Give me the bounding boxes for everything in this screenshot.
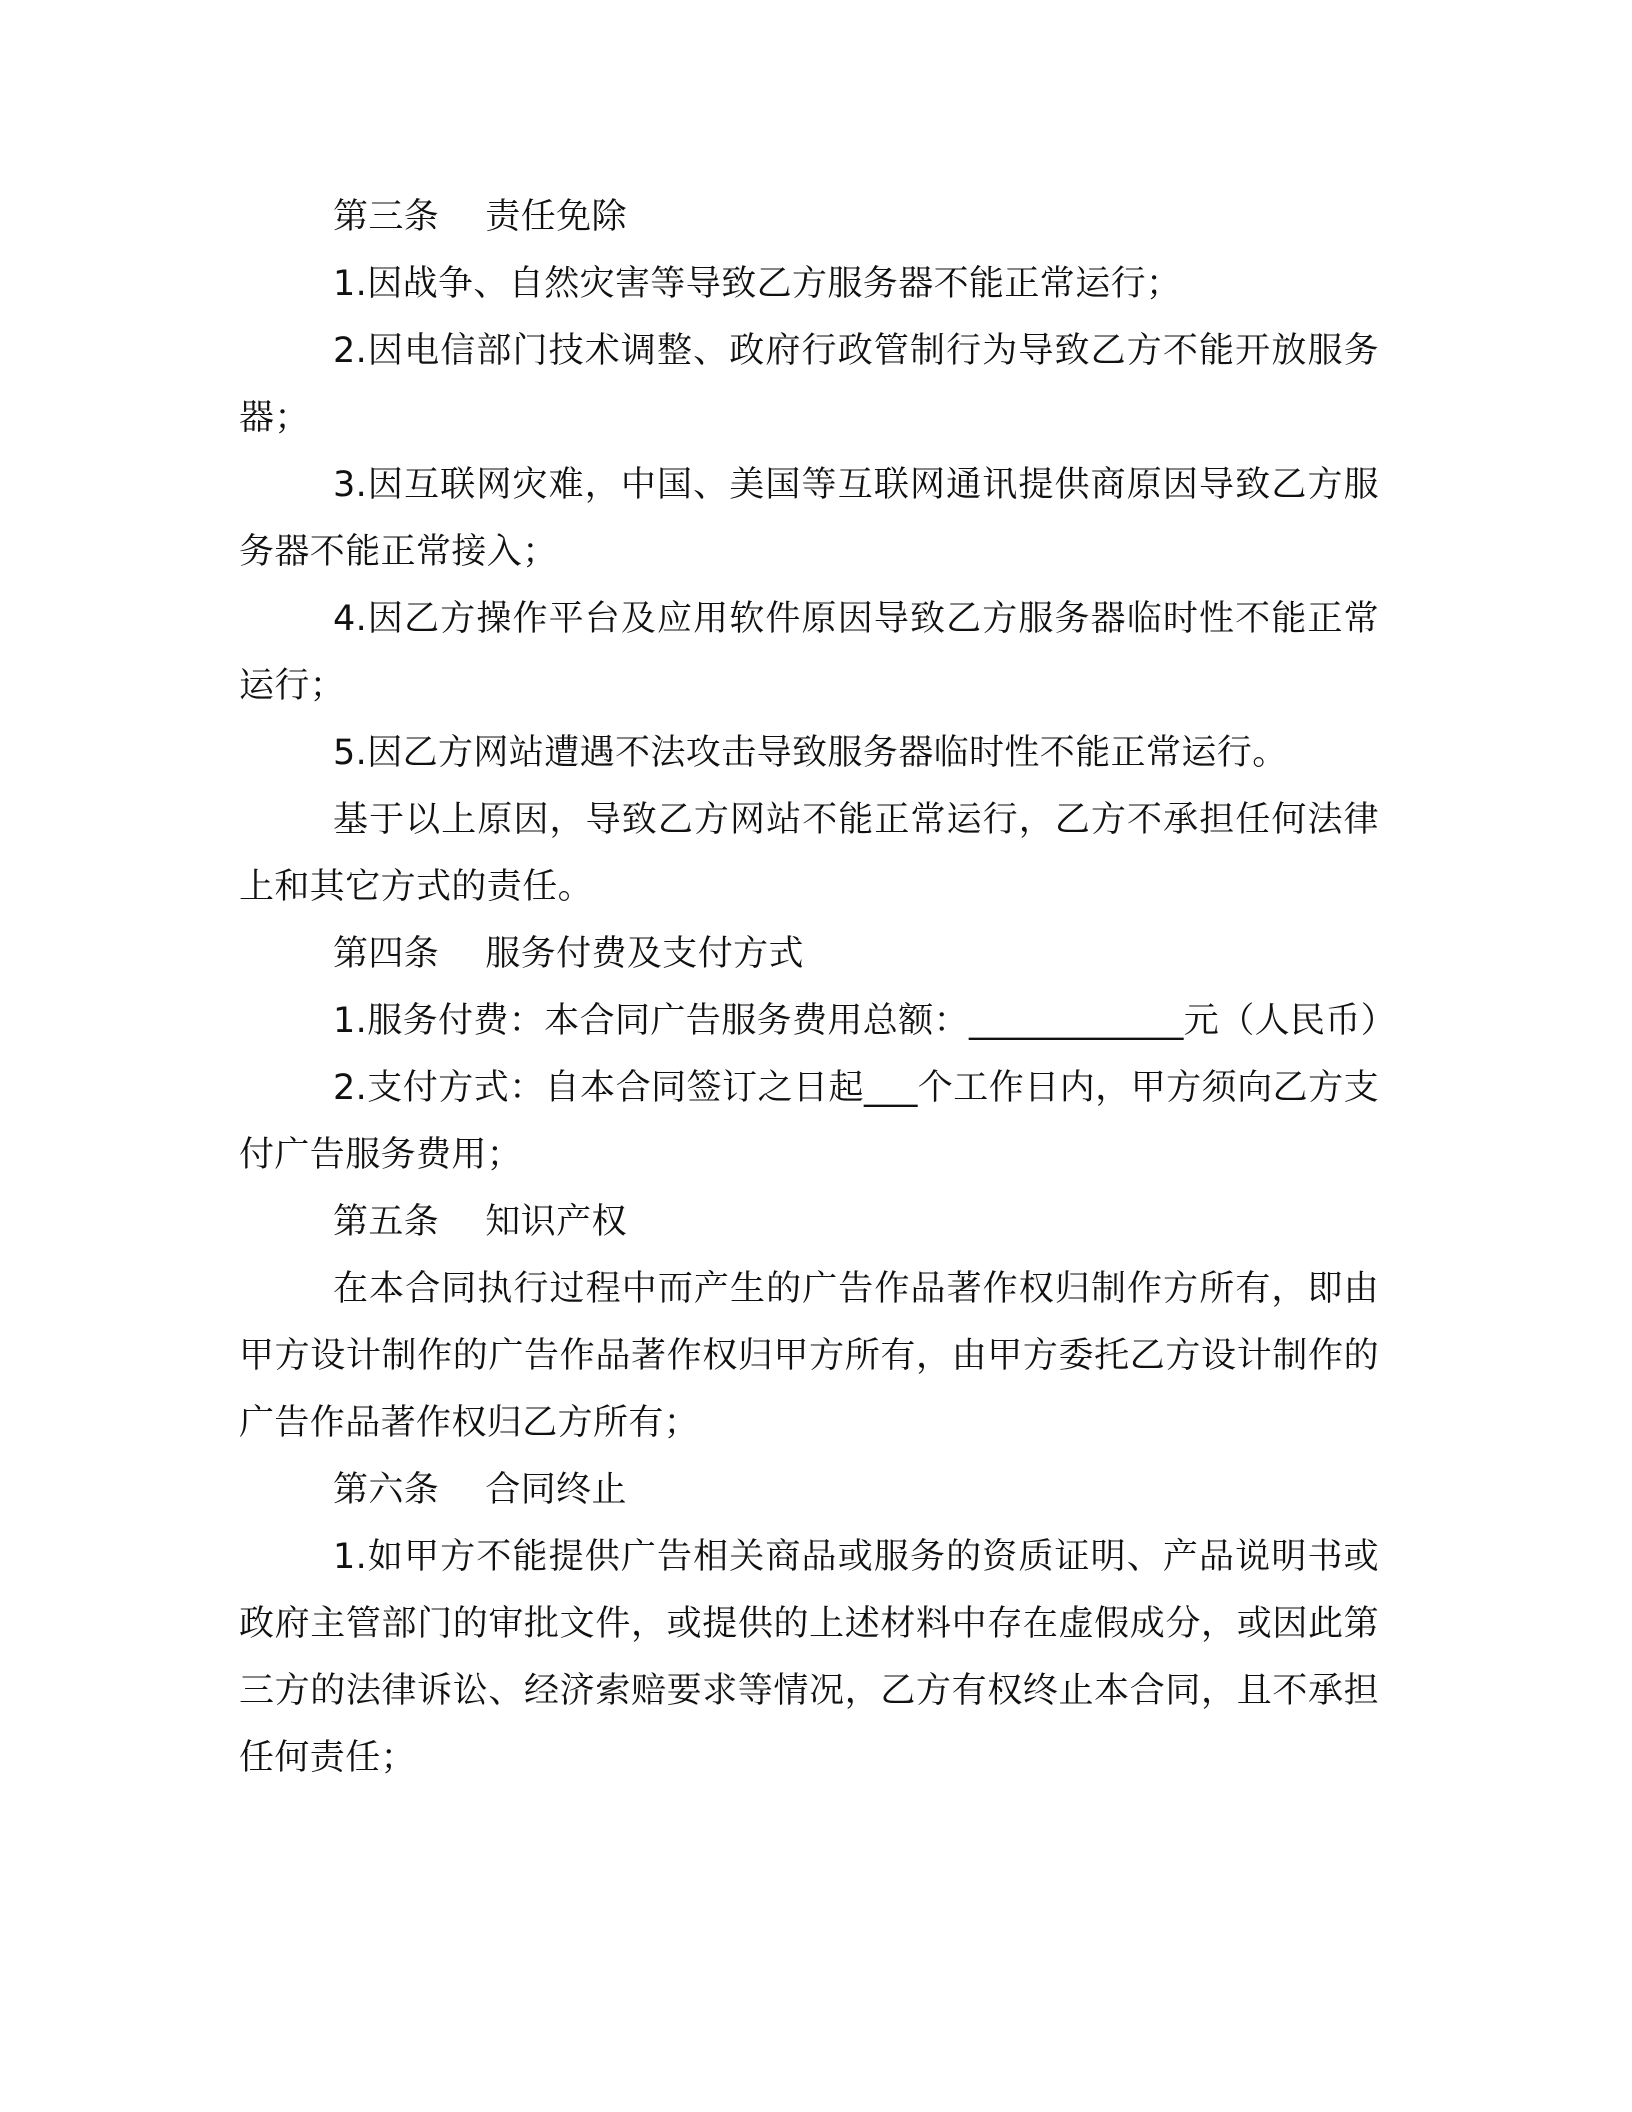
article-6-heading: 第六条 合同终止 [333, 1470, 627, 1510]
article-3-item-3: 3.因互联网灾难，中国、美国等互联网通讯提供商原因导致乙方服务器不能正常接入； [239, 465, 1379, 572]
article-5-body: 在本合同执行过程中而产生的广告作品著作权归制作方所有，即由甲方设计制作的广告作品著作权归甲方所有，由甲方委托乙方设计制作的广告作品著作权归乙方所有； [239, 1269, 1379, 1443]
article-4-item-2: 2.支付方式：自本合同签订之日起___个工作日内，甲方须向乙方支付广告服务费用； [239, 1068, 1379, 1175]
article-3-item-5: 5.因乙方网站遭遇不法攻击导致服务器临时性不能正常运行。 [333, 733, 1288, 773]
article-4-item-1: 1.服务付费：本合同广告服务费用总额：____________元（人民币） [333, 1001, 1397, 1041]
article-3-heading: 第三条 责任免除 [333, 197, 627, 237]
article-3-item-2: 2.因电信部门技术调整、政府行政管制行为导致乙方不能开放服务器； [239, 331, 1379, 438]
article-5-heading: 第五条 知识产权 [333, 1202, 627, 1242]
article-3-item-1: 1.因战争、自然灾害等导致乙方服务器不能正常运行； [333, 264, 1182, 304]
article-3-summary: 基于以上原因，导致乙方网站不能正常运行，乙方不承担任何法律上和其它方式的责任。 [239, 800, 1379, 907]
document-body [239, 184, 1397, 1792]
article-3-item-4: 4.因乙方操作平台及应用软件原因导致乙方服务器临时性不能正常运行； [239, 599, 1379, 706]
article-4-heading: 第四条 服务付费及支付方式 [333, 934, 804, 974]
article-6-item-1: 1.如甲方不能提供广告相关商品或服务的资质证明、产品说明书或政府主管部门的审批文件，或提供的上述材料中存在虚假成分，或因此第三方的法律诉讼、经济索赔要求等情况，乙方有权终止本合同，且不承担任何责任； [239, 1537, 1379, 1778]
